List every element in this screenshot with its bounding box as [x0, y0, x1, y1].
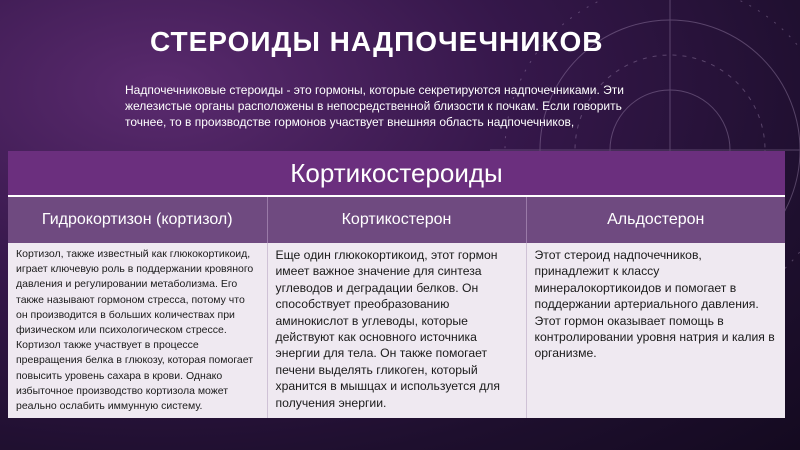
intro-paragraph: Надпочечниковые стероиды - это гормоны, которые секретируются надпочечниками. Эти железистые органы расположены в непосредственной близости к почкам. Если говорить точнее, то в производстве гормонов участвует внешняя область надпочечников, [125, 83, 624, 129]
column-header-aldosterone: Альдостерон [526, 196, 785, 243]
column-header-hydrocortisone: Гидрокортизон (кортизол) [8, 196, 267, 243]
table-header: Кортикостероиды [8, 151, 785, 196]
cell-aldosterone-description: Этот стероид надпочечников, принадлежит к классу минералокортикоидов и помогает в поддержании артериального давления. Этот гормон оказывает помощь в контролировании уровня натрия и калия в организме. [526, 243, 785, 418]
column-header-corticosterone: Кортикостерон [267, 196, 526, 243]
cell-corticosterone-description: Еще один глюкокортикоид, этот гормон имеет важное значение для синтеза углеводов и деградации белков. Он способствует преобразованию аминокислот в углеводы, которые действуют как основного источника энергии для тела. Он также помогает печени выделять гликоген, который хранится в мышцах и используется для получения энергии. [267, 243, 526, 418]
slide-title: СТЕРОИДЫ НАДПОЧЕЧНИКОВ [150, 26, 604, 57]
cell-hydrocortisone-description: Кортизол, также известный как глюкокортикоид, играет ключевую роль в поддержании кровяного давления и регулировании метаболизма. Его также называют гормоном стресса, потому что он производится в больших количествах при физическом или психологическом стрессе. Кортизол также участвует в процессе превращения белка в глюкозу, которая помогает повысить уровень сахара в крови. Однако избыточное производство кортизола может реально ослабить иммунную систему. [8, 243, 267, 418]
corticosteroids-table [8, 151, 785, 450]
